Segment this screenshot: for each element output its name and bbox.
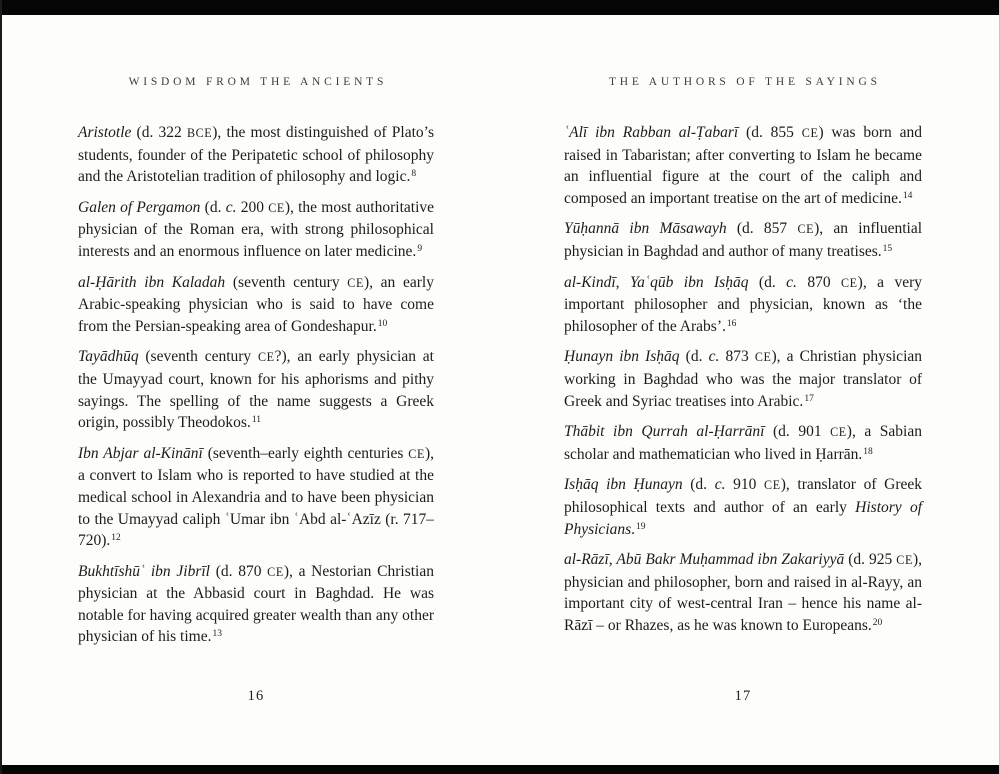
text-run: (d. (200, 198, 226, 216)
running-head-left: WISDOM FROM THE ANCIENTS (128, 76, 388, 88)
text-run: (d. (682, 476, 715, 494)
entry-name: Thābit ibn Qurrah al-Ḥarrānī (564, 423, 765, 441)
entry-name: Yūḥannā ibn Māsawayh (564, 220, 727, 238)
paragraph (78, 197, 434, 263)
text-run: . (631, 520, 636, 538)
text-run: (d. 870 (209, 562, 268, 580)
text-run: (d. (748, 273, 787, 291)
entry-name: Isḥāq ibn Ḥunayn (564, 476, 683, 494)
footnote-ref: 10 (377, 318, 388, 329)
era-smallcaps: CE (841, 275, 858, 290)
era-smallcaps: CE (754, 350, 772, 365)
text-run: (d. 322 (131, 124, 187, 141)
bottom-black-bar (0, 765, 1000, 774)
paragraph (564, 549, 922, 636)
text-run: ), a convert to Islam who is reported to have studied at the medical school in Alexandria and to have been physician to the Umayyad caliph ʿUmar ibn ʿAbd al-ʿAzīz (r. 717–720). (78, 444, 434, 550)
entry-name: al-Ḥārith ibn Kaladah (78, 273, 226, 291)
footnote-ref: 19 (636, 521, 646, 532)
text-run: (seventh century (138, 348, 258, 366)
footnote-ref: 12 (111, 533, 121, 544)
page-number-right: 17 (734, 688, 752, 704)
page-left (0, 15, 500, 765)
entry-name: Aristotle (78, 124, 132, 141)
era-smallcaps: CE (268, 200, 285, 215)
era-smallcaps: CE (830, 425, 847, 440)
footnote-ref: 15 (882, 243, 893, 254)
text-run: ), a Christian physician working in Baghdad who was the major translator of Greek and Syriac treatises into Arabic. (564, 348, 923, 410)
text-run: ) was born and raised in Tabaristan; after converting to Islam he became an influential figure at the court of the caliph and composed an important treatise on the art of medicine. (564, 124, 923, 207)
text-run: ), the most distinguished of Plato’s students, founder of the Peripatetic school of philosophy and the Aristotelian tradition of philosophy and logic. (78, 124, 434, 186)
paragraph (564, 346, 922, 412)
text-run: (d. (679, 348, 709, 366)
entry-name: Ibn Abjar al-Kinānī (78, 444, 203, 462)
era-smallcaps: BCE (186, 126, 213, 140)
era-smallcaps: CE (764, 478, 781, 493)
footnote-ref: 17 (804, 393, 814, 404)
footnote-ref: 11 (251, 415, 261, 426)
paragraph (78, 346, 434, 433)
paragraph (564, 474, 922, 540)
text-run: 200 (236, 198, 269, 216)
footnote-ref: 16 (726, 318, 737, 329)
text-run: ), an early Arabic-speaking physician who is said to have come from the Persian-speaking area of Gondeshapur. (78, 273, 434, 335)
entry-name: Tayādhūq (78, 348, 139, 366)
entry-name: al-Rāzī, Abū Bakr Muḥammad ibn Zakariyyā (564, 551, 845, 569)
italic-text: c. (225, 198, 237, 216)
footnote-ref: 14 (902, 190, 913, 201)
top-black-bar (0, 0, 1000, 15)
italic-text: c. (714, 476, 726, 494)
paragraph (564, 421, 922, 465)
text-run: 870 (796, 273, 842, 291)
era-smallcaps: CE (257, 350, 275, 365)
italic-text: c. (708, 348, 720, 366)
era-smallcaps: CE (797, 222, 815, 237)
text-run: 873 (719, 348, 755, 366)
left-edge-line (0, 0, 2, 774)
page-body-right (564, 122, 922, 636)
footnote-ref: 18 (863, 446, 873, 457)
era-smallcaps: CE (408, 446, 425, 461)
era-smallcaps: CE (267, 564, 284, 579)
italic-text: History of Physicians (564, 498, 922, 538)
footnote-ref: 9 (417, 243, 423, 254)
footnote-ref: 13 (212, 629, 222, 640)
text-run: (d. 901 (764, 423, 831, 441)
text-run: ), a very important philosopher and physician, known as ‘the philosopher of the Arabs’. (564, 273, 922, 335)
entry-name: Galen of Pergamon (78, 198, 201, 216)
entry-name: Bukhtīshūʿ ibn Jibrīl (78, 562, 210, 580)
era-smallcaps: CE (347, 275, 364, 290)
entry-name: ʿAlī ibn Rabban al-Ṭabarī (564, 124, 739, 141)
text-run: (seventh century (225, 273, 348, 291)
paragraph (78, 272, 434, 338)
text-run: ), a Sabian scholar and mathematician who lived in Ḥarrān. (564, 423, 922, 463)
paragraph (78, 561, 434, 648)
era-smallcaps: CE (801, 126, 819, 140)
text-run: ), physician and philosopher, born and raised in al-Rayy, an important city of west-central Iran – hence his name al-Rāzī – or Rhazes, as he was known to Europeans. (564, 551, 922, 634)
text-run: ?), an early physician at the Umayyad court, known for his aphorisms and pithy sayings. The spelling of the name suggests a Greek origin, possibly Theodokos. (78, 348, 434, 432)
paragraph (564, 218, 922, 262)
era-smallcaps: CE (896, 553, 913, 568)
entry-name: al-Kindī, Yaʿqūb ibn Isḥāq (564, 273, 749, 291)
text-run: (d. 925 (844, 551, 897, 569)
text-run: (d. 857 (726, 220, 798, 238)
paragraph (78, 443, 434, 552)
paragraph (78, 122, 434, 188)
page-right (500, 15, 1000, 765)
page-body-left (78, 122, 434, 648)
italic-text: c. (786, 273, 797, 291)
entry-name: Ḥunayn ibn Isḥāq (564, 348, 680, 366)
text-run: (d. 855 (738, 124, 802, 141)
text-run: (seventh–early eighth centuries (202, 444, 409, 462)
text-run: ), an influential physician in Baghdad and author of many treatises. (564, 220, 923, 260)
text-run: ), a Nestorian Christian physician at the Abbasid court in Baghdad. He was notable for having acquired greater wealth than any other physician of his time. (78, 562, 434, 646)
footnote-ref: 20 (872, 617, 883, 628)
paragraph (564, 272, 922, 338)
footnote-ref: 8 (411, 169, 417, 180)
text-run: ), the most authoritative physician of the Roman era, with strong philosophical interests and an enormous influence on later medicine. (78, 198, 435, 260)
running-head-right: THE AUTHORS OF THE SAYINGS (608, 76, 881, 88)
paragraph (564, 122, 922, 209)
text-run: 910 (725, 476, 765, 494)
text-run: ), translator of Greek philosophical texts and author of an early (564, 476, 922, 516)
two-page-spread (0, 15, 1000, 765)
page-number-left: 16 (247, 688, 265, 704)
